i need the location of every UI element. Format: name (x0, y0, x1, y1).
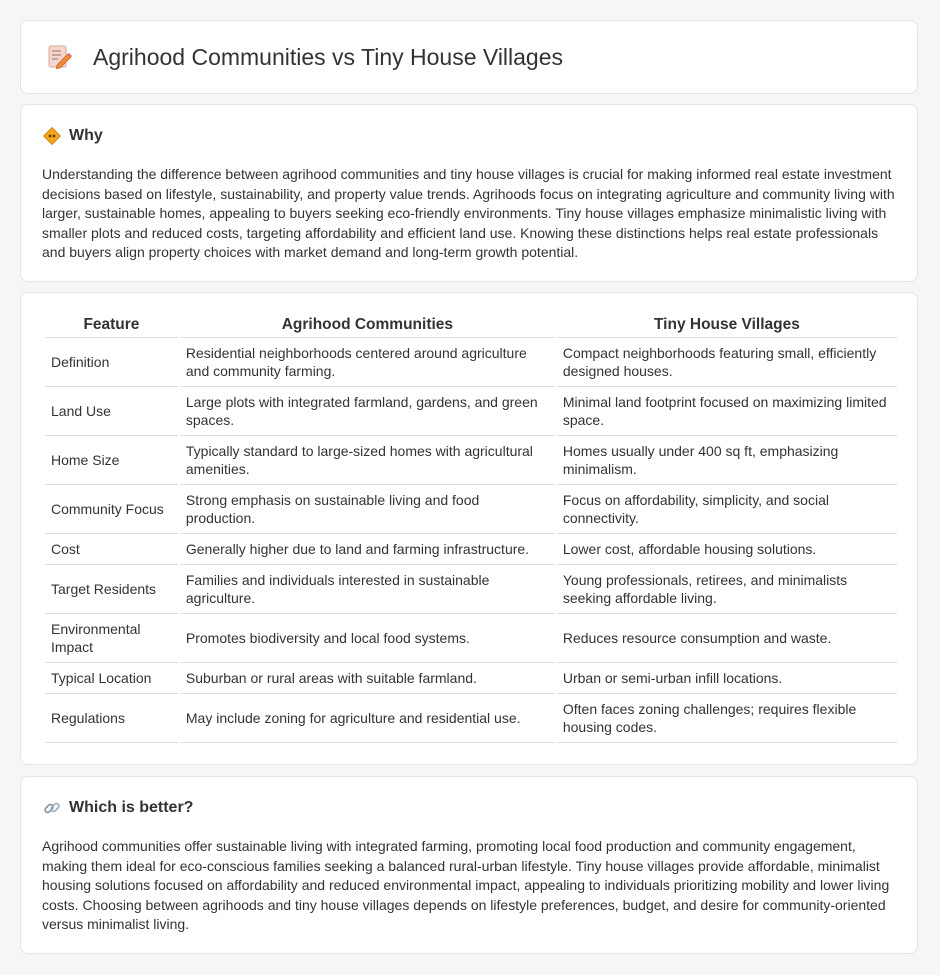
tiny-cell: Young professionals, retirees, and minimalists seeking affordable living. (557, 565, 897, 614)
why-heading: Why (69, 127, 103, 144)
better-heading: Which is better? (69, 799, 194, 816)
tiny-cell: Lower cost, affordable housing solutions. (557, 534, 897, 565)
tiny-cell: Reduces resource consumption and waste. (557, 614, 897, 663)
comparison-table-card (20, 292, 918, 765)
tiny-cell: Often faces zoning challenges; requires flexible housing codes. (557, 694, 897, 743)
feature-cell: Land Use (45, 387, 178, 436)
table-row (45, 663, 897, 694)
feature-cell: Cost (45, 534, 178, 565)
agrihood-cell: Large plots with integrated farmland, gardens, and green spaces. (180, 387, 555, 436)
tiny-cell: Compact neighborhoods featuring small, efficiently designed houses. (557, 338, 897, 387)
agrihood-cell: Families and individuals interested in sustainable agriculture. (180, 565, 555, 614)
feature-cell: Home Size (45, 436, 178, 485)
which-is-better-section (20, 776, 918, 954)
why-text: Understanding the difference between agrihood communities and tiny house villages is crucial for making informed real estate investment decisions based on lifestyle, sustainability, and property value trends. Agrihoods focus on integrating agriculture and community living with larger, sustainable homes, appealing to buyers seeking eco-friendly environments. Tiny house villages emphasize minimalistic living with smaller plots and reduced costs, targeting affordability and efficient land use. Knowing these distinctions helps real estate professionals and buyers align property choices with market demand and long-term growth potential. (42, 166, 895, 261)
table-row (45, 694, 897, 743)
why-header (43, 127, 103, 145)
feature-cell: Typical Location (45, 663, 178, 694)
document-edit-icon (47, 43, 73, 71)
tiny-cell: Urban or semi-urban infill locations. (557, 663, 897, 694)
page-title: Agrihood Communities vs Tiny House Villages (93, 43, 564, 70)
header-tiny: Tiny House Villages (557, 313, 897, 338)
tiny-cell: Minimal land footprint focused on maximizing limited space. (557, 387, 897, 436)
table-row (45, 534, 897, 565)
tiny-cell: Focus on affordability, simplicity, and social connectivity. (557, 485, 897, 534)
table-row (45, 485, 897, 534)
header-agrihood: Agrihood Communities (180, 313, 555, 338)
feature-cell: Regulations (45, 694, 178, 743)
title-row (47, 43, 563, 71)
table-row (45, 614, 897, 663)
header-feature: Feature (45, 313, 178, 338)
better-text: Agrihood communities offer sustainable living with integrated farming, promoting local food production and community engagement, making them ideal for eco-conscious families seeking a balanced rural-urban lifestyle. Tiny house villages provide affordable, minimalist housing solutions focused on affordability and reduced environmental impact, appealing to individuals prioritizing mobility and lower living costs. Choosing between agrihoods and tiny house villages depends on lifestyle preferences, budget, and desire for community-oriented versus minimalist living. (42, 838, 890, 933)
link-icon (43, 799, 61, 817)
diamond-sign-icon (43, 127, 61, 145)
table-row (45, 436, 897, 485)
table-row (45, 387, 897, 436)
agrihood-cell: Promotes biodiversity and local food systems. (180, 614, 555, 663)
why-section (20, 104, 918, 282)
agrihood-cell: May include zoning for agriculture and residential use. (180, 694, 555, 743)
feature-cell: Environmental Impact (45, 614, 178, 663)
title-card (20, 20, 918, 94)
comparison-table (43, 313, 899, 743)
feature-cell: Community Focus (45, 485, 178, 534)
feature-cell: Target Residents (45, 565, 178, 614)
table-header-row (45, 313, 897, 338)
feature-cell: Definition (45, 338, 178, 387)
agrihood-cell: Residential neighborhoods centered around agriculture and community farming. (180, 338, 555, 387)
agrihood-cell: Typically standard to large-sized homes with agricultural amenities. (180, 436, 555, 485)
agrihood-cell: Suburban or rural areas with suitable farmland. (180, 663, 555, 694)
table-row (45, 565, 897, 614)
agrihood-cell: Strong emphasis on sustainable living and food production. (180, 485, 555, 534)
better-header (43, 799, 193, 817)
agrihood-cell: Generally higher due to land and farming infrastructure. (180, 534, 555, 565)
table-row (45, 338, 897, 387)
tiny-cell: Homes usually under 400 sq ft, emphasizing minimalism. (557, 436, 897, 485)
